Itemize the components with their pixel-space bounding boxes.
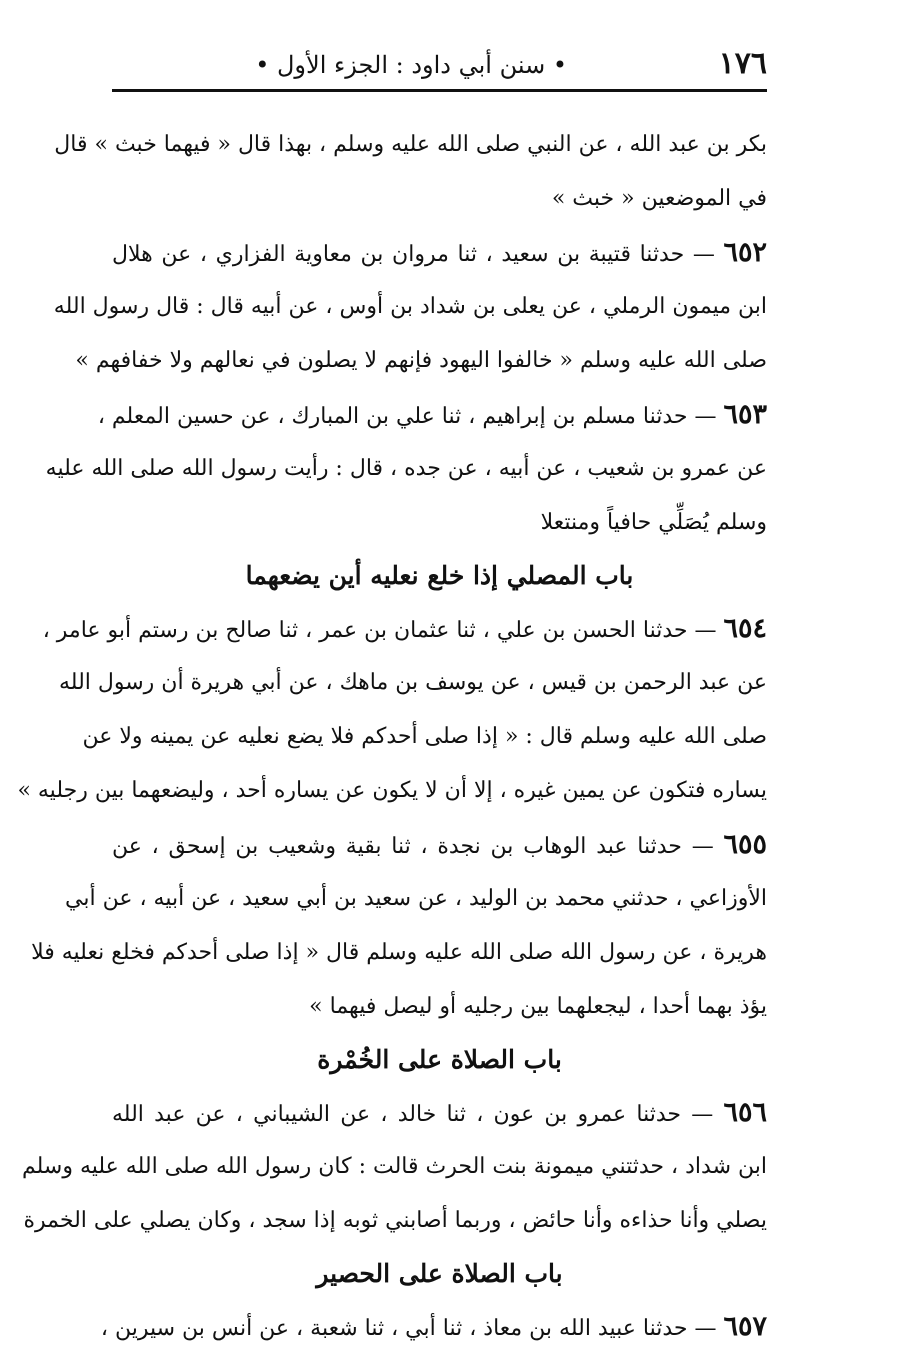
running-title: • سنن أبي داود : الجزء الأول • (255, 51, 567, 79)
text-line: عن عبد الرحمن بن قيس ، عن يوسف بن ماهك ، عن أبي هريرة أن رسول الله (59, 670, 767, 695)
hadith-number: ٦٥٥ (723, 829, 767, 860)
hadith-number: ٦٥٦ (723, 1097, 767, 1128)
chapter-heading: باب المصلي إذا خلع نعليه أين يضعهما (245, 561, 634, 590)
hadith-654-line (42, 602, 767, 656)
hadith-653-line (97, 388, 767, 442)
hadith-text: — حدثنا عبيد الله بن معاذ ، ثنا أبي ، ثنا شعبة ، عن أنس بن سيرين ، (100, 1316, 724, 1341)
text-line: صلى الله عليه وسلم قال : « إذا صلى أحدكم فلا يضع نعليه عن يمينه ولا عن (82, 724, 767, 749)
hadith-655-line (112, 818, 767, 872)
text-line: ابن ميمون الرملي ، عن يعلى بن شداد بن أوس ، عن أبيه قال : قال رسول الله (53, 294, 767, 319)
text-line: في الموضعين « خبث » (551, 186, 767, 211)
text-line: هريرة ، عن رسول الله صلى الله عليه وسلم قال « إذا صلى أحدكم فخلع نعليه فلا (31, 940, 767, 965)
text-line: بكر بن عبد الله ، عن النبي صلى الله عليه وسلم ، بهذا قال « فيهما خبث » قال (54, 132, 767, 157)
hadith-text: — حدثنا عبد الوهاب بن نجدة ، ثنا بقية وشعيب بن إسحق ، عن (112, 834, 724, 859)
text-line: ابن شداد ، حدثتني ميمونة بنت الحرث قالت : كان رسول الله صلى الله عليه وسلم (21, 1154, 767, 1179)
hadith-number: ٦٥٤ (723, 613, 767, 644)
hadith-number: ٦٥٢ (723, 237, 767, 268)
header-rule (112, 89, 767, 92)
page-header (112, 44, 767, 88)
chapter-heading: باب الصلاة على الحصير (316, 1259, 563, 1288)
hadith-656-line (112, 1086, 767, 1140)
text-line: الأوزاعي ، حدثني محمد بن الوليد ، عن سعيد بن أبي سعيد ، عن أبيه ، عن أبي (65, 886, 767, 911)
text-line: وسلم يُصَلِّي حافياً ومنتعلا (540, 510, 767, 535)
page-number: ١٧٦ (718, 46, 767, 81)
hadith-652-line (112, 226, 767, 280)
chapter-heading: باب الصلاة على الخُمْرة (317, 1045, 562, 1074)
page-body (17, 118, 767, 1354)
hadith-657-line (100, 1300, 767, 1354)
hadith-number: ٦٥٣ (723, 399, 767, 430)
text-line: يساره فتكون عن يمين غيره ، إلا أن لا يكون عن يساره أحد ، وليضعهما بين رجليه » (17, 778, 767, 803)
hadith-number: ٦٥٧ (723, 1311, 767, 1342)
hadith-text: — حدثنا مسلم بن إبراهيم ، ثنا علي بن المبارك ، عن حسين المعلم ، (97, 404, 724, 429)
text-line: صلى الله عليه وسلم « خالفوا اليهود فإنهم لا يصلون في نعالهم ولا خفافهم » (75, 348, 767, 373)
text-line: يؤذ بهما أحدا ، ليجعلهما بين رجليه أو ليصل فيهما » (309, 994, 767, 1019)
hadith-text: — حدثنا عمرو بن عون ، ثنا خالد ، عن الشيباني ، عن عبد الله (112, 1102, 724, 1127)
hadith-text: — حدثنا الحسن بن علي ، ثنا عثمان بن عمر ، ثنا صالح بن رستم أبو عامر ، (42, 618, 724, 643)
text-line: عن عمرو بن شعيب ، عن أبيه ، عن جده ، قال : رأيت رسول الله صلى الله عليه (45, 456, 767, 481)
text-line: يصلي وأنا حذاءه وأنا حائض ، وربما أصابني ثوبه إذا سجد ، وكان يصلي على الخمرة (23, 1208, 767, 1233)
hadith-text: — حدثنا قتيبة بن سعيد ، ثنا مروان بن معاوية الفزاري ، عن هلال (112, 242, 724, 267)
